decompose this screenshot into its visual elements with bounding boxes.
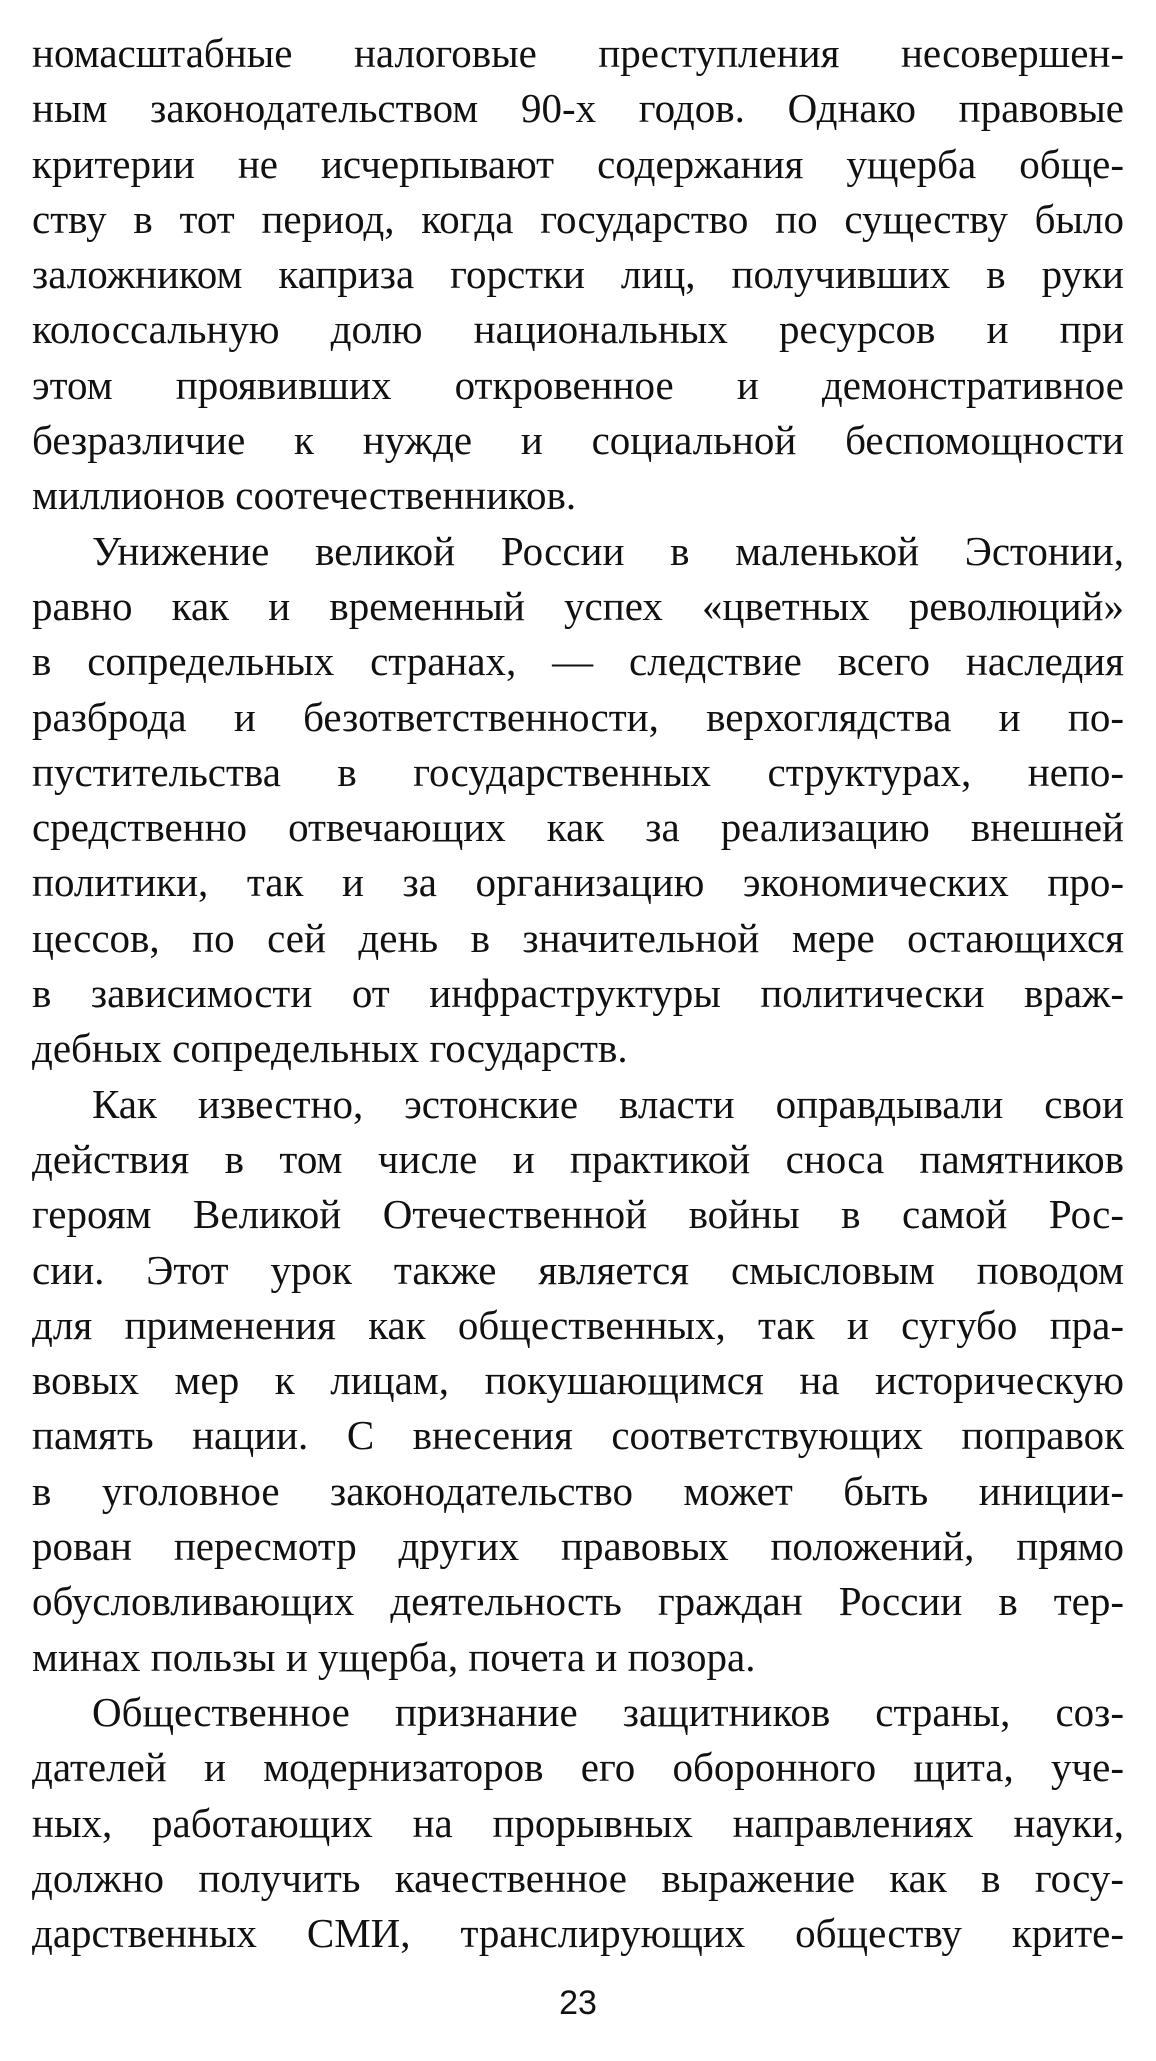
paragraph-3 — [32, 1077, 1124, 1685]
text-line: вовых мер к лицам, покушающимся на историческую — [32, 1357, 1124, 1404]
text-line: этом проявивших откровенное и демонстративное — [32, 361, 1124, 408]
text-line: разброда и безответственности, верхоглядства и по- — [32, 693, 1124, 740]
text-line: средственно отвечающих как за реализацию внешней — [32, 804, 1124, 851]
text-line: сии. Этот урок также является смысловым поводом — [32, 1246, 1124, 1293]
text-line: дарственных СМИ, транслирующих обществу крите- — [32, 1910, 1124, 1957]
text-line: ству в тот период, когда государство по существу было — [32, 195, 1124, 242]
text-line: для применения как общественных, так и сугубо пра- — [32, 1301, 1124, 1348]
paragraph-1 — [32, 26, 1124, 524]
text-line: номасштабные налоговые преступления несовершен- — [32, 30, 1124, 76]
text-line: в сопредельных странах, — следствие всего наследия — [32, 638, 1124, 685]
text-line: в уголовное законодательство может быть иниции- — [32, 1467, 1124, 1514]
text-line: минах пользы и ущерба, почета и позора. — [32, 1633, 756, 1680]
text-line: действия в том числе и практикой сноса памятников — [32, 1135, 1124, 1182]
text-line: миллионов соотечественников. — [32, 472, 577, 519]
text-line: ным законодательством 90-х годов. Однако правовые — [32, 85, 1124, 132]
text-line: пустительства в государственных структурах, непо- — [32, 748, 1124, 795]
text-line: дателей и модернизаторов его оборонного щита, уче- — [32, 1744, 1124, 1791]
text-line: колоссальную долю национальных ресурсов и при — [32, 306, 1124, 353]
text-line: цессов, по сей день в значительной мере остающихся — [32, 914, 1124, 961]
text-line: память нации. С внесения соответствующих поправок — [32, 1412, 1124, 1459]
paragraph-2 — [32, 524, 1124, 1077]
text-line: дебных сопредельных государств. — [32, 1025, 628, 1072]
paragraph-4 — [32, 1685, 1124, 1961]
text-line: рован пересмотр других правовых положений, прямо — [32, 1523, 1124, 1570]
text-line: равно как и временный успех «цветных революций» — [32, 582, 1124, 629]
text-line: обусловливающих деятельность граждан России в тер- — [32, 1578, 1124, 1625]
text-line: критерии не исчерпывают содержания ущерба обще- — [32, 140, 1124, 187]
text-line: заложником каприза горстки лиц, получивших в руки — [32, 251, 1124, 298]
text-line: Как известно, эстонские власти оправдывали свои — [92, 1080, 1124, 1127]
text-line: должно получить качественное выражение как в госу- — [32, 1854, 1124, 1901]
text-line: Общественное признание защитников страны, соз- — [92, 1688, 1124, 1735]
text-line: Унижение великой России в маленькой Эстонии, — [92, 527, 1124, 574]
text-line: политики, так и за организацию экономических про- — [32, 859, 1124, 906]
text-line: безразличие к нужде и социальной беспомощности — [32, 417, 1124, 464]
text-line: героям Великой Отечественной войны в самой Рос- — [32, 1191, 1124, 1238]
page-body — [32, 26, 1124, 1961]
text-line: ных, работающих на прорывных направлениях науки, — [32, 1799, 1124, 1846]
page-number: 23 — [559, 1984, 597, 2022]
text-line: в зависимости от инфраструктуры политически враж- — [32, 970, 1124, 1017]
